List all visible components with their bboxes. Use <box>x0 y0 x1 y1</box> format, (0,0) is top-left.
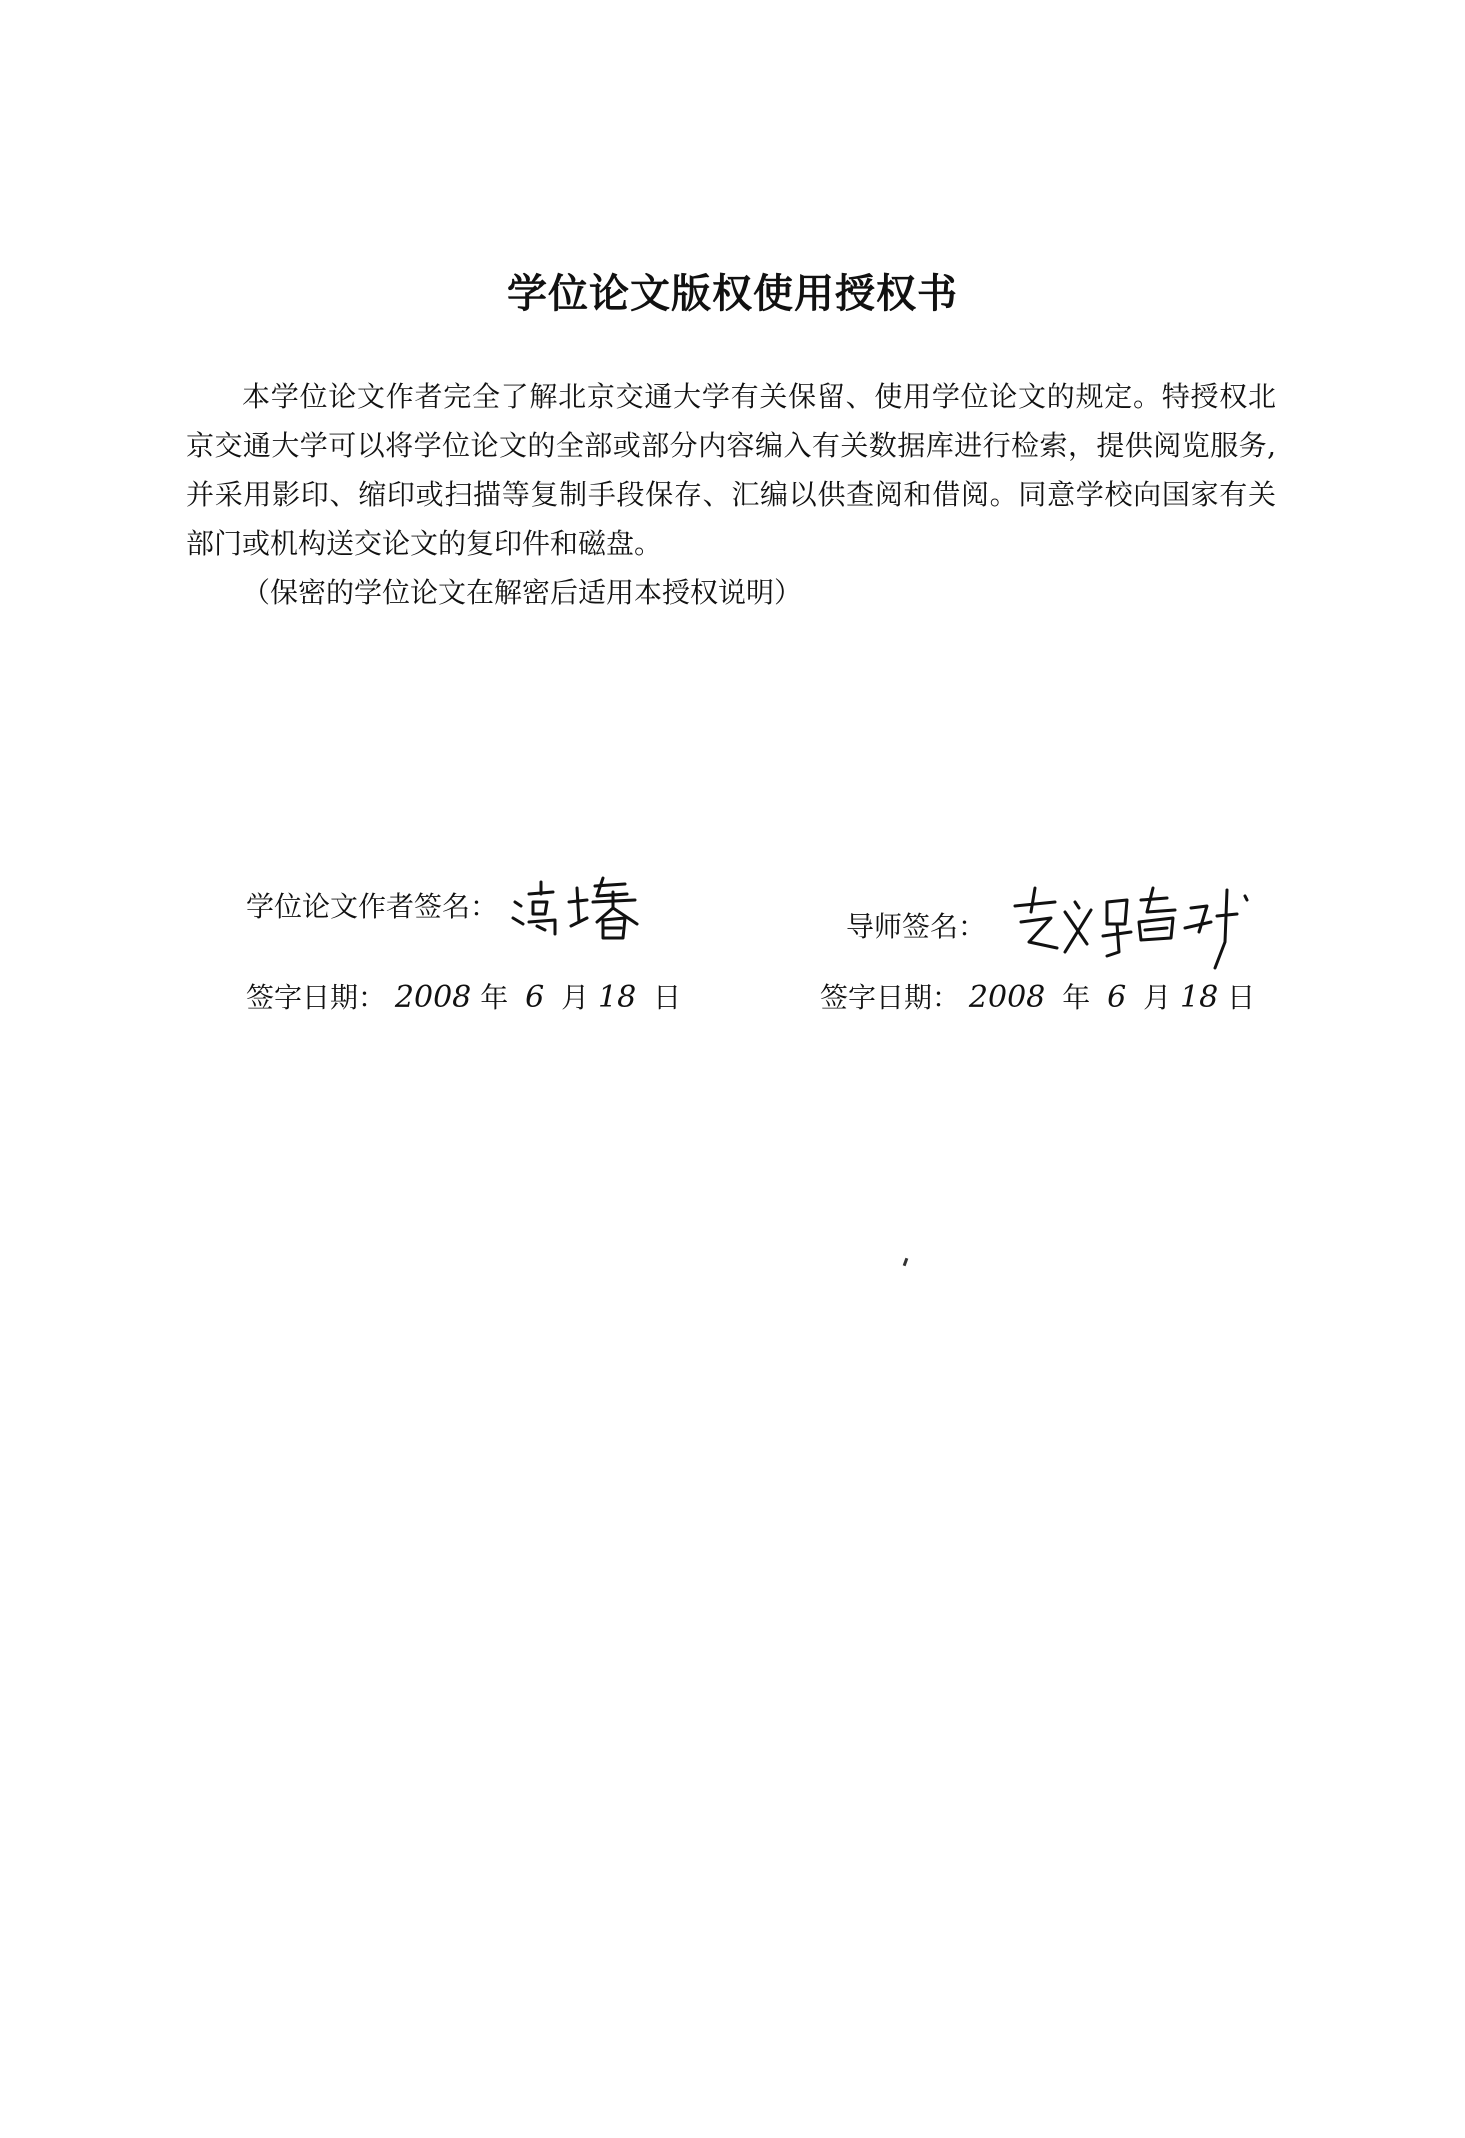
advisor-date-month: 6 <box>1107 979 1127 1015</box>
document-title: 学位论文版权使用授权书 <box>507 271 958 317</box>
advisor-signature-label: 导师签名： <box>846 910 987 943</box>
author-date-day-unit: 日 <box>653 980 682 1014</box>
author-date-row <box>246 976 681 1018</box>
advisor-date-label: 签字日期： <box>820 980 961 1014</box>
advisor-date-row <box>820 976 1255 1018</box>
authorization-paragraph: 本学位论文作者完全了解北京交通大学有关保留、使用学位论文的规定。特授权北京交通大学可以将学位论文的全部或部分内容编入有关数据库进行检索，提供阅览服务,并采用影印、缩印或扫描等复制手段保存、汇编以供查阅和借阅。同意学校向国家有关部门或机构送交论文的复印件和磁盘。 <box>186 380 1276 560</box>
advisor-signature-row <box>846 872 1255 982</box>
advisor-date-month-unit: 月 <box>1143 980 1172 1014</box>
confidentiality-note: （保密的学位论文在解密后适用本授权说明） <box>242 576 803 609</box>
advisor-date-day: 18 <box>1180 979 1219 1015</box>
advisor-handwritten-signature <box>995 872 1255 982</box>
author-handwritten-signature <box>507 872 657 942</box>
author-date-month: 6 <box>525 979 545 1015</box>
author-date-label: 签字日期： <box>246 980 387 1014</box>
advisor-date-day-unit: 日 <box>1227 980 1256 1014</box>
author-signature-row <box>246 872 657 942</box>
authorization-body <box>186 372 1276 617</box>
author-date-month-unit: 月 <box>561 980 590 1014</box>
author-date-year-unit: 年 <box>480 980 509 1014</box>
author-signature-label: 学位论文作者签名： <box>246 890 499 923</box>
author-date-day: 18 <box>598 979 637 1015</box>
author-date-year: 2008 <box>394 979 472 1015</box>
advisor-date-year: 2008 <box>968 979 1046 1015</box>
advisor-date-year-unit: 年 <box>1062 980 1091 1014</box>
stray-ink-mark <box>903 1258 909 1267</box>
